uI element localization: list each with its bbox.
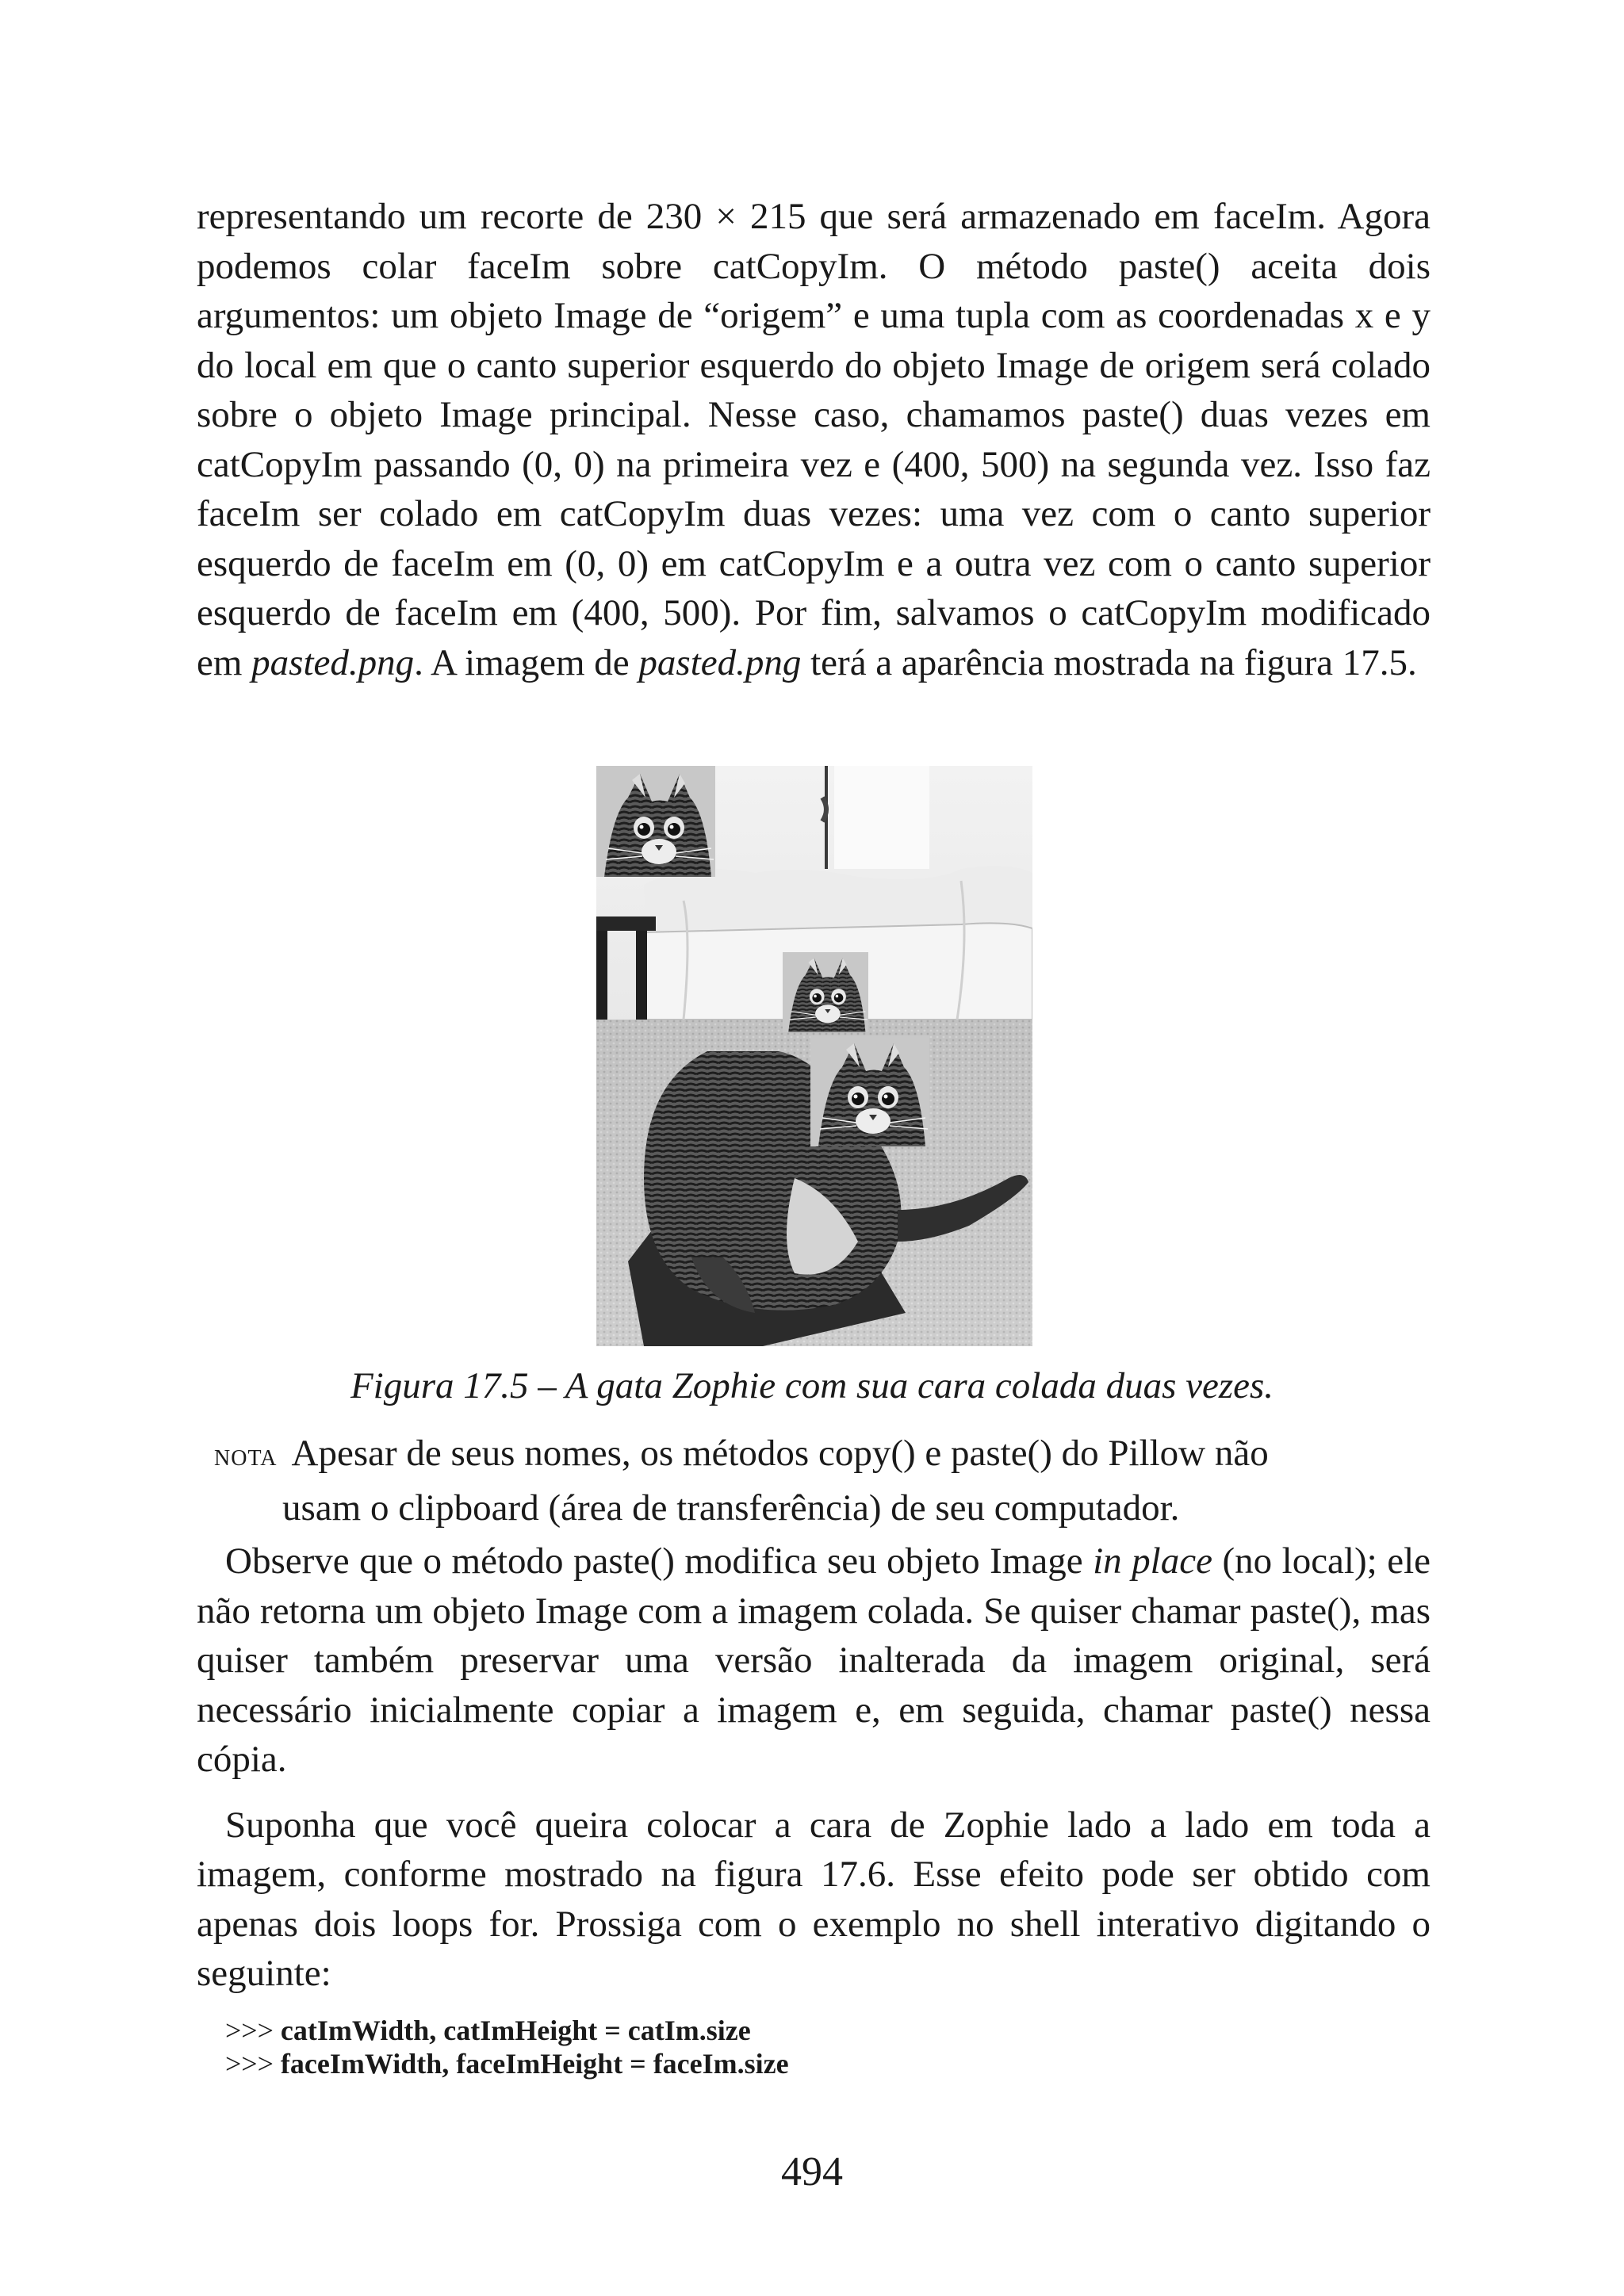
code-listing bbox=[225, 2014, 789, 2080]
figure-caption: Figura 17.5 – A gata Zophie com sua cara colada duas vezes. bbox=[350, 1365, 1274, 1406]
secondary-text-block bbox=[197, 1536, 1431, 1999]
code-line: >>> catImWidth, catImHeight = catIm.size bbox=[225, 2015, 751, 2046]
cat-photo-illustration bbox=[596, 766, 1032, 1346]
filename-emphasis: pasted.png bbox=[251, 641, 415, 683]
note-line-2: usam o clipboard (área de transferência) de seu computador. bbox=[282, 1487, 1180, 1529]
main-text-block bbox=[197, 192, 1431, 687]
in-place-emphasis: in place bbox=[1093, 1540, 1212, 1582]
page-number: 494 bbox=[781, 2149, 843, 2195]
note-line-1: NOTA Apesar de seus nomes, os métodos copy() e paste() do Pillow não bbox=[214, 1433, 1269, 1474]
paragraph-1: representando um recorte de 230 × 215 que será armazenado em faceIm. Agora podemos colar faceIm sobre catCopyIm. O método paste() aceita dois argumentos: um objeto Image de “origem” e uma tupla com as coordenadas x e y do local em que o canto superior esquerdo do objeto Image de origem será colado sobre o objeto Image principal. Nesse caso, chamamos paste() duas vezes em catCopyIm passando (0, 0) na primeira vez e (400, 500) na segunda vez. Isso faz faceIm ser colado em catCopyIm duas vezes: uma vez com o canto superior esquerdo de faceIm em (0, 0) em catCopyIm e a outra vez com o canto superior esquerdo de faceIm em (400, 500). Por fim, salvamos o catCopyIm modificado em pasted.png. A imagem de pasted.png terá a aparência mostrada na figura 17.5. bbox=[197, 196, 1431, 683]
paragraph-3: Suponha que você queira colocar a cara de Zophie lado a lado em toda a imagem, conforme mostrado na figura 17.6. Esse efeito pode ser obtido com apenas dois loops for. Prossiga com o exemplo no shell interativo digitando o seguinte: bbox=[197, 1804, 1431, 1994]
filename-emphasis: pasted.png bbox=[638, 641, 802, 683]
figure-17-5-image bbox=[596, 766, 1032, 1346]
code-line: >>> faceImWidth, faceImHeight = faceIm.size bbox=[225, 2048, 789, 2080]
note-label: NOTA bbox=[214, 1446, 278, 1471]
note-box bbox=[197, 1429, 1410, 1533]
paragraph-2: Observe que o método paste() modifica seu objeto Image in place (no local); ele não retorna um objeto Image com a imagem colada. Se quiser chamar paste(), mas quiser também preservar uma versão inalterada da imagem original, será necessário inicialmente copiar a imagem e, em seguida, chamar paste() nessa cópia. bbox=[197, 1540, 1431, 1780]
